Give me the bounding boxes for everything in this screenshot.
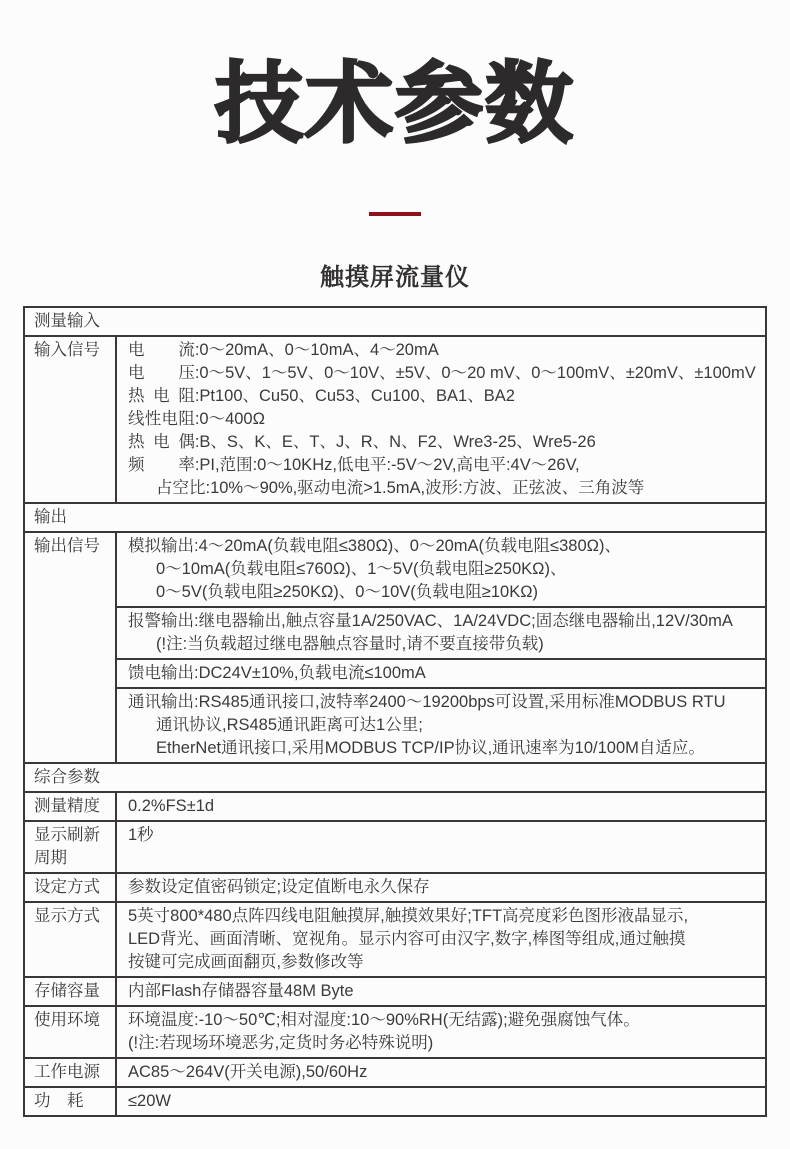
value-line: 通讯输出:RS485通讯接口,波特率2400～19200bps可设置,采用标准MODBUS RTU xyxy=(128,693,726,712)
value-group xyxy=(117,533,765,606)
value-line: 5英寸800*480点阵四线电阻触摸屏,触摸效果好;TFT高亮度彩色图形液晶显示, xyxy=(128,907,689,926)
value-group xyxy=(117,874,765,901)
spec-row xyxy=(25,901,765,976)
value-group xyxy=(117,606,765,658)
spec-row xyxy=(25,820,765,872)
spec-row xyxy=(25,335,765,502)
spec-row xyxy=(25,1005,765,1057)
value-line: 环境温度:-10～50℃;相对湿度:10～90%RH(无结露);避免强腐蚀气体。 xyxy=(128,1011,640,1030)
value-group xyxy=(117,793,765,820)
value-line xyxy=(128,408,763,431)
section-row xyxy=(25,502,765,531)
spec-row-value xyxy=(117,822,765,872)
page-title: 技术参数 xyxy=(214,54,575,153)
value-line xyxy=(128,454,763,477)
value-group xyxy=(117,1059,765,1086)
spec-row xyxy=(25,872,765,901)
spec-row-label: 输出信号 xyxy=(25,533,117,762)
spec-row-label: 设定方式 xyxy=(25,874,117,901)
value-group xyxy=(117,903,765,976)
line-text: :Pt100、Cu50、Cu53、Cu100、BA1、BA2 xyxy=(194,387,515,406)
spec-row-label: 显示方式 xyxy=(25,903,117,976)
line-key: 热电阻 xyxy=(128,387,195,406)
accent-divider xyxy=(369,212,421,216)
spec-row-value xyxy=(117,533,765,762)
spec-row xyxy=(25,791,765,820)
value-group xyxy=(117,687,765,762)
value-line xyxy=(128,362,763,385)
value-line: 0.2%FS±1d xyxy=(128,797,215,816)
spec-row xyxy=(25,1057,765,1086)
value-group xyxy=(117,978,765,1005)
line-key: 线性电阻 xyxy=(128,410,195,429)
section-row-label: 综合参数 xyxy=(34,768,100,787)
value-line: 馈电输出:DC24V±10%,负载电流≤100mA xyxy=(128,664,426,683)
value-group xyxy=(117,1088,765,1115)
line-text: :0～5V、1～5V、0～10V、±5V、0～20 mV、0～100mV、±20mV、±100mV xyxy=(194,364,756,383)
spec-row-label: 输入信号 xyxy=(25,337,117,502)
product-subtitle: 触摸屏流量仪 xyxy=(320,264,470,291)
spec-row-value xyxy=(117,1059,765,1086)
value-line: (!注:当负载超过继电器触点容量时,请不要直接带负载) xyxy=(156,635,544,654)
value-line: 按键可完成画面翻页,参数修改等 xyxy=(128,953,364,972)
value-line: (!注:若现场环境恶劣,定货时务必特殊说明) xyxy=(128,1034,434,1053)
value-group xyxy=(117,337,765,502)
value-line xyxy=(128,431,763,454)
value-line: 参数设定值密码锁定;设定值断电永久保存 xyxy=(128,878,430,897)
value-group xyxy=(117,822,765,849)
value-line: 1秒 xyxy=(128,826,154,845)
value-line xyxy=(128,339,763,362)
line-key: 热电偶 xyxy=(128,433,195,452)
spec-row xyxy=(25,1086,765,1115)
spec-row-value xyxy=(117,793,765,820)
value-line: 通讯协议,RS485通讯距离可达1公里; xyxy=(156,716,423,735)
line-key: 电流 xyxy=(128,341,195,360)
value-line: 0～10mA(负载电阻≤760Ω)、1～5V(负载电阻≥250KΩ)、 xyxy=(156,560,567,579)
value-line: 模拟输出:4～20mA(负载电阻≤380Ω)、0～20mA(负载电阻≤380Ω)、 xyxy=(128,537,621,556)
section-row-label: 输出 xyxy=(34,508,67,527)
spec-row-value xyxy=(117,903,765,976)
value-group xyxy=(117,1007,765,1057)
section-row xyxy=(25,762,765,791)
value-line: LED背光、画面清晰、宽视角。显示内容可由汉字,数字,棒图等组成,通过触摸 xyxy=(128,930,686,949)
spec-row-value xyxy=(117,1007,765,1057)
spec-sheet-page xyxy=(0,54,790,1149)
line-text: :B、S、K、E、T、J、R、N、F2、Wre3-25、Wre5-26 xyxy=(194,433,596,452)
value-line: 内部Flash存储器容量48M Byte xyxy=(128,982,354,1001)
spec-row xyxy=(25,531,765,762)
value-line: 报警输出:继电器输出,触点容量1A/250VAC、1A/24VDC;固态继电器输出,12V/30mA xyxy=(128,612,733,631)
spec-row-label: 显示刷新周期 xyxy=(25,822,117,872)
line-text: :0～400Ω xyxy=(194,410,265,429)
line-key: 电压 xyxy=(128,364,195,383)
spec-row-label: 工作电源 xyxy=(25,1059,117,1086)
spec-row-label: 测量精度 xyxy=(25,793,117,820)
value-line: 0～5V(负载电阻≥250KΩ)、0～10V(负载电阻≥10KΩ) xyxy=(156,583,539,602)
spec-row-label: 使用环境 xyxy=(25,1007,117,1057)
value-line xyxy=(128,385,763,408)
spec-row-value xyxy=(117,1088,765,1115)
line-text: :PI,范围:0～10KHz,低电平:-5V～2V,高电平:4V～26V, xyxy=(194,456,580,475)
value-line: 占空比:10%～90%,驱动电流>1.5mA,波形:方波、正弦波、三角波等 xyxy=(156,479,645,498)
spec-table xyxy=(23,306,767,1117)
value-line: ≤20W xyxy=(128,1092,171,1111)
spec-row-value xyxy=(117,978,765,1005)
value-line: AC85～264V(开关电源),50/60Hz xyxy=(128,1063,368,1082)
spec-row-value xyxy=(117,337,765,502)
value-group xyxy=(117,658,765,687)
value-line: EtherNet通讯接口,采用MODBUS TCP/IP协议,通讯速率为10/100M自适应。 xyxy=(156,739,705,758)
spec-row xyxy=(25,976,765,1005)
spec-row-value xyxy=(117,874,765,901)
section-row xyxy=(25,308,765,335)
line-key: 频率 xyxy=(128,456,195,475)
spec-row-label: 存储容量 xyxy=(25,978,117,1005)
line-text: :0～20mA、0～10mA、4～20mA xyxy=(194,341,439,360)
section-row-label: 测量输入 xyxy=(34,312,100,331)
spec-row-label: 功 耗 xyxy=(25,1088,117,1115)
